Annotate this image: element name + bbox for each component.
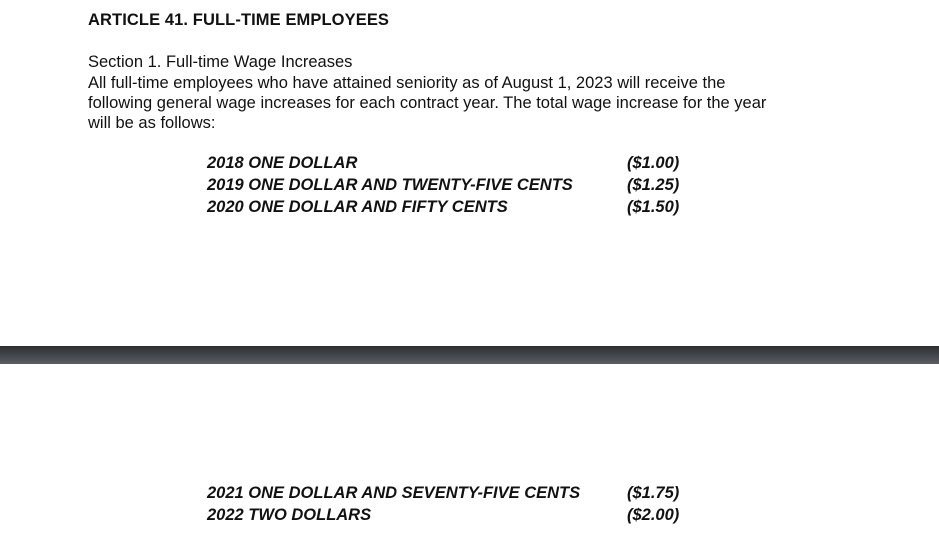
wage-amount: ($1.50) [627, 198, 680, 216]
section-body-paragraph [88, 73, 868, 133]
wage-year-description: 2021 ONE DOLLAR AND SEVENTY-FIVE CENTS [207, 484, 581, 502]
wage-amount: ($1.25) [627, 176, 680, 194]
wage-increase-row [207, 176, 707, 198]
wage-increase-list [207, 154, 707, 220]
article-title: ARTICLE 41. FULL-TIME EMPLOYEES [88, 11, 390, 29]
wage-year-description: 2022 TWO DOLLARS [207, 506, 372, 524]
wage-year-description: 2020 ONE DOLLAR AND FIFTY CENTS [207, 198, 508, 216]
page-break-divider [0, 346, 939, 364]
wage-amount: ($2.00) [627, 506, 680, 524]
body-line: following general wage increases for each contract year. The total wage increase for the year [88, 94, 767, 112]
body-line: will be as follows: [88, 114, 216, 132]
section-heading: Section 1. Full-time Wage Increases [88, 53, 353, 71]
wage-year-description: 2019 ONE DOLLAR AND TWENTY-FIVE CENTS [207, 176, 573, 194]
wage-amount: ($1.75) [627, 484, 680, 502]
wage-increase-list-continued [207, 484, 707, 528]
wage-increase-row [207, 484, 707, 506]
wage-increase-row [207, 154, 707, 176]
wage-amount: ($1.00) [627, 154, 680, 172]
wage-year-description: 2018 ONE DOLLAR [207, 154, 358, 172]
wage-increase-row [207, 506, 707, 528]
wage-increase-row [207, 198, 707, 220]
body-line: All full-time employees who have attained seniority as of August 1, 2023 will receive the [88, 74, 726, 92]
